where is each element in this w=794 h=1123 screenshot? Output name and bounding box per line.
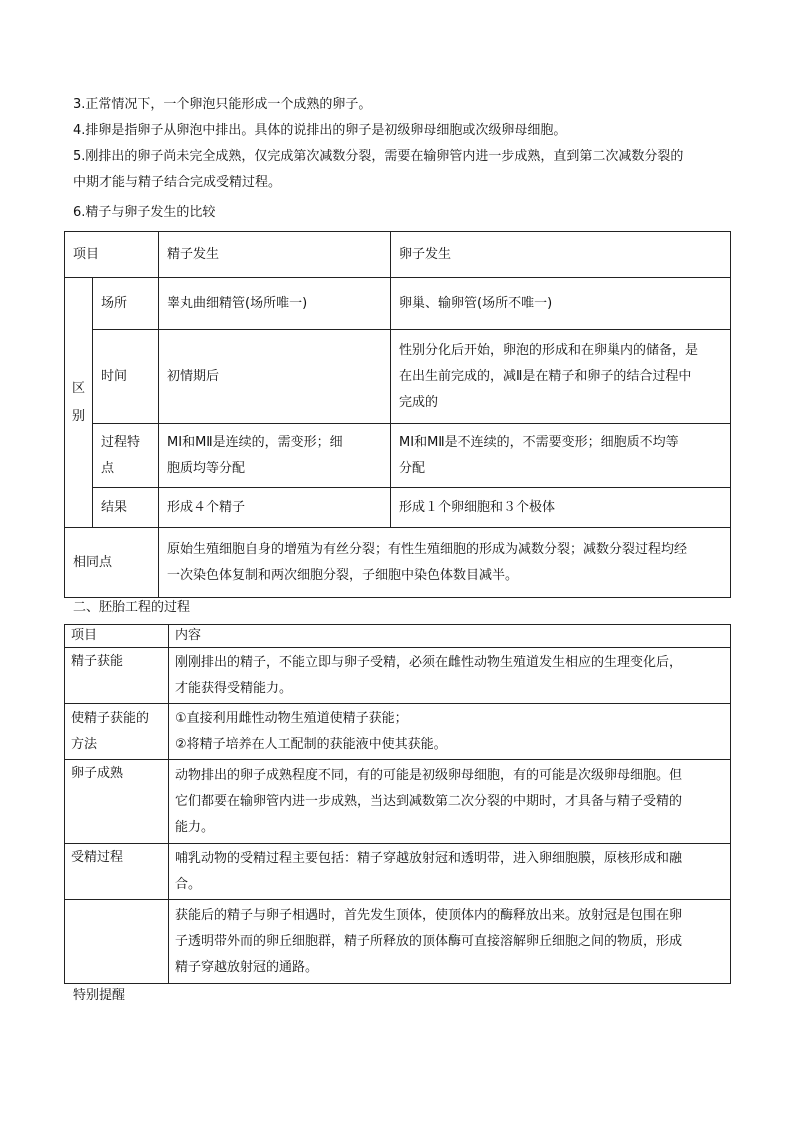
text-line: 完成的 [399, 394, 439, 410]
table-row [65, 424, 731, 488]
text-line: 原始生殖细胞自身的增殖为有丝分裂；有性生殖细胞的形成为减数分裂；减数分裂过程均经 [167, 541, 688, 557]
cell-egg-place: 卵巢、输卵管(场所不唯一) [391, 278, 731, 330]
difference-label-char: 别 [71, 408, 85, 424]
intro-line-6: 6.精子与卵子发生的比较 [73, 205, 216, 220]
difference-label-char: 区 [71, 380, 85, 396]
cell-egg-time [391, 330, 731, 424]
row-label [65, 900, 169, 984]
same-label: 相同点 [65, 528, 159, 598]
difference-label [65, 278, 93, 528]
text-line: 使精子获能的 [71, 710, 150, 726]
table-row [65, 844, 731, 900]
text-line: 能力。 [175, 819, 215, 835]
text-line: 动物排出的卵子成熟程度不同，有的可能是初级卵母细胞，有的可能是次级卵母细胞。但 [175, 767, 683, 783]
row-label: 精子获能 [65, 648, 169, 704]
text-line: MⅠ和MⅡ是不连续的，不需要变形；细胞质不均等 [399, 434, 679, 450]
text-line: 刚刚排出的精子，不能立即与卵子受精，必须在雌性动物生殖道发生相应的生理变化后， [175, 654, 683, 670]
table-row [65, 704, 731, 760]
header-item: 项目 [65, 625, 169, 648]
cell-sperm-place: 睾丸曲细精管(场所唯一) [159, 278, 391, 330]
cell-sperm-process [159, 424, 391, 488]
text-line: ②将精子培养在人工配制的获能液中使其获能。 [175, 736, 447, 752]
section-title: 二、胚胎工程的过程 [73, 600, 191, 615]
table-row [65, 488, 731, 528]
cell-egg-process [391, 424, 731, 488]
text-line: 在出生前完成的，减Ⅱ是在精子和卵子的结合过程中 [399, 368, 692, 384]
intro-line-5b: 中期才能与精子结合完成受精过程。 [73, 175, 282, 190]
text-line: 它们都要在输卵管内进一步成熟，当达到减数第二次分裂的中期时，才具备与精子受精的 [175, 793, 683, 809]
header-item: 项目 [65, 232, 159, 278]
table-row [65, 900, 731, 984]
text-line: 子透明带外而的卵丘细胞群，精子所释放的顶体酶可直接溶解卵丘细胞之间的物质，形成 [175, 933, 683, 949]
row-content [169, 844, 731, 900]
text-line: 过程特 [101, 434, 141, 450]
same-text [159, 528, 731, 598]
table-row [65, 278, 731, 330]
text-line: 一次染色体复制和两次细胞分裂，子细胞中染色体数目减半。 [167, 567, 519, 583]
row-label-time: 时间 [93, 330, 159, 424]
row-label: 受精过程 [65, 844, 169, 900]
text-line: 点 [101, 460, 115, 476]
text-line: ①直接利用雌性动物生殖道使精子获能； [175, 710, 408, 726]
special-reminder: 特别提醒 [73, 988, 126, 1003]
table-row [65, 625, 731, 648]
comparison-table [64, 231, 731, 598]
table-row [65, 648, 731, 704]
cell-egg-result: 形成１个卵细胞和３个极体 [391, 488, 731, 528]
text-line: 合。 [175, 876, 202, 892]
text-line: 才能获得受精能力。 [175, 680, 293, 696]
header-egg: 卵子发生 [391, 232, 731, 278]
text-line: 胞质均等分配 [167, 460, 246, 476]
header-content: 内容 [169, 625, 731, 648]
text-line: 方法 [71, 736, 98, 752]
text-line: 哺乳动物的受精过程主要包括：精子穿越放射冠和透明带，进入卵细胞膜，原核形成和融 [175, 850, 683, 866]
table-row [65, 528, 731, 598]
text-line: 精子穿越放射冠的通路。 [175, 959, 319, 975]
intro-line-3: 3.正常情况下，一个卵泡只能形成一个成熟的卵子。 [73, 97, 372, 112]
row-label: 卵子成熟 [65, 760, 169, 844]
intro-line-4: 4.排卵是指卵子从卵泡中排出。具体的说排出的卵子是初级卵母细胞或次级卵母细胞。 [73, 123, 567, 138]
cell-sperm-time: 初情期后 [159, 330, 391, 424]
table-row [65, 232, 731, 278]
row-content [169, 760, 731, 844]
row-label-place: 场所 [93, 278, 159, 330]
row-content [169, 648, 731, 704]
row-label-process [93, 424, 159, 488]
text-line: MⅠ和MⅡ是连续的，需变形；细 [167, 434, 343, 450]
text-line: 分配 [399, 460, 426, 476]
cell-sperm-result: 形成４个精子 [159, 488, 391, 528]
header-sperm: 精子发生 [159, 232, 391, 278]
row-label-result: 结果 [93, 488, 159, 528]
row-label [65, 704, 169, 760]
intro-line-5a: 5.刚排出的卵子尚未完全成熟，仅完成第次减数分裂，需要在输卵管内进一步成熟，直到第二次减数分裂的 [73, 149, 684, 164]
row-content [169, 900, 731, 984]
table-row [65, 760, 731, 844]
text-line: 获能后的精子与卵子相遇时，首先发生顶体，使顶体内的酶释放出来。放射冠是包围在卵 [175, 907, 683, 923]
table-row [65, 330, 731, 424]
text-line: 性别分化后开始，卵泡的形成和在卵巢内的储备，是 [399, 342, 699, 358]
process-table [64, 624, 731, 984]
row-content [169, 704, 731, 760]
